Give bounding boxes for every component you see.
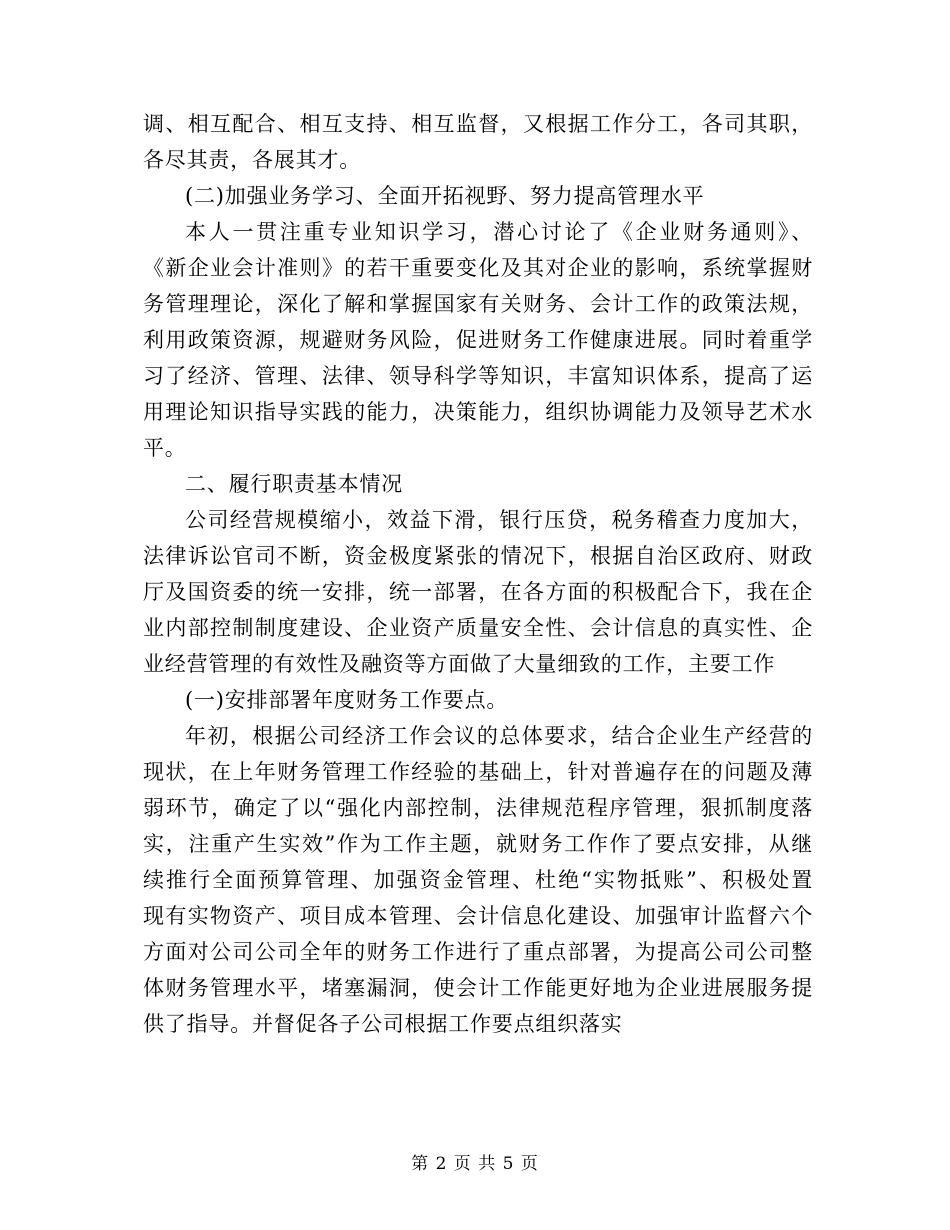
text-line: 利用政策资源，规避财务风险，促进财务工作健康进展。同时着重学 — [143, 328, 813, 352]
text-line: 厅及国资委的统一安排，统一部署，在各方面的积极配合下，我在企 — [143, 580, 813, 604]
text-line: 平。 — [143, 436, 187, 460]
section-heading: (一)安排部署年度财务工作要点。 — [185, 688, 509, 712]
text-line: 年初，根据公司经济工作会议的总体要求，结合企业生产经营的 — [185, 724, 813, 748]
text-line: 《新企业会计准则》的若干重要变化及其对企业的影响，系统掌握财 — [143, 256, 813, 280]
text-line: 公司经营规模缩小，效益下滑，银行压贷，税务稽查力度加大， — [185, 508, 813, 532]
text-line: 供了指导。并督促各子公司根据工作要点组织落实 — [143, 1012, 623, 1036]
text-line: 现状，在上年财务管理工作经验的基础上，针对普遍存在的问题及薄 — [143, 760, 813, 784]
text-line: 业经营管理的有效性及融资等方面做了大量细致的工作，主要工作 — [143, 652, 776, 676]
page-number-footer: 第 2 页 共 5 页 — [411, 1154, 539, 1174]
text-line: 现有实物资产、项目成本管理、会计信息化建设、加强审计监督六个 — [143, 904, 813, 928]
text-line: 方面对公司公司全年的财务工作进行了重点部署，为提高公司公司整 — [143, 940, 813, 964]
text-line: 弱环节，确定了以“强化内部控制，法律规范程序管理，狠抓制度落 — [143, 796, 813, 820]
text-line: 续推行全面预算管理、加强资金管理、杜绝“实物抵账”、积极处置 — [143, 868, 813, 892]
text-line: 体财务管理水平，堵塞漏洞，使会计工作能更好地为企业进展服务提 — [143, 976, 813, 1000]
text-line: 习了经济、管理、法律、领导科学等知识，丰富知识体系，提高了运 — [143, 364, 813, 388]
text-line: 业内部控制制度建设、企业资产质量安全性、会计信息的真实性、企 — [143, 616, 813, 640]
document-body — [143, 106, 813, 1042]
text-line: 各尽其责，各展其才。 — [143, 148, 361, 172]
text-line: 实，注重产生实效”作为工作主题，就财务工作作了要点安排，从继 — [143, 832, 813, 856]
text-line: 法律诉讼官司不断，资金极度紧张的情况下，根据自治区政府、财政 — [143, 544, 813, 568]
text-line: 本人一贯注重专业知识学习，潜心讨论了《企业财务通则》、 — [185, 220, 813, 244]
text-line: 调、相互配合、相互支持、相互监督，又根据工作分工，各司其职， — [143, 112, 813, 136]
section-heading: (二)加强业务学习、全面开拓视野、努力提高管理水平 — [185, 184, 705, 208]
text-line: 用理论知识指导实践的能力，决策能力，组织协调能力及领导艺术水 — [143, 400, 813, 424]
section-heading: 二、履行职责基本情况 — [185, 472, 403, 496]
text-line: 务管理理论，深化了解和掌握国家有关财务、会计工作的政策法规， — [143, 292, 813, 316]
